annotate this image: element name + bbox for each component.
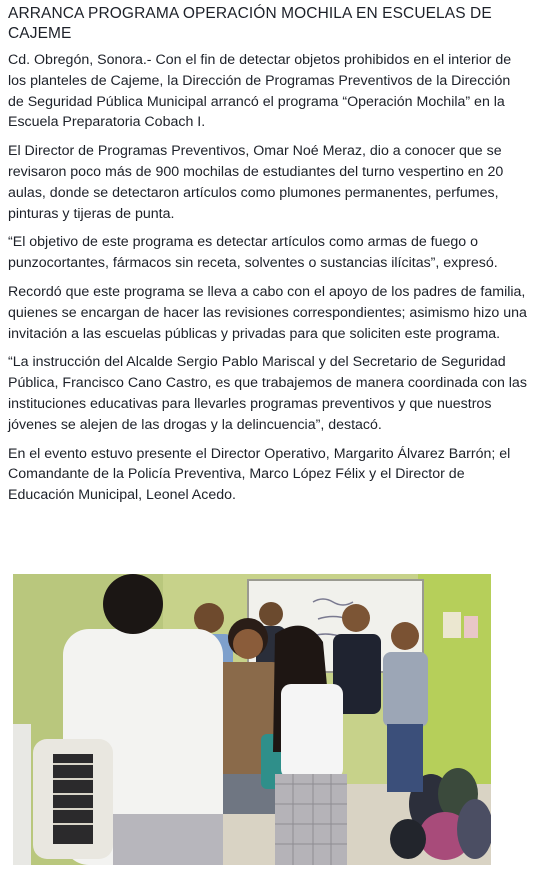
article-headline: ARRANCA PROGRAMA OPERACIÓN MOCHILA EN ESCUELAS DE CAJEME [8,5,492,42]
article-paragraph-4: Recordó que este programa se lleva a cabo con el apoyo de los padres de familia, quienes se encargan de hacer las revisiones correspondientes; asimismo hizo una invitación a las escuelas públicas y privadas para que soliciten este programa. [8,283,527,342]
article-paragraph-3: “El objetivo de este programa es detectar artículos como armas de fuego o punzocortantes, fármacos sin receta, solventes o sustancias ilícitas”, expresó. [8,234,498,272]
article-paragraph-6: En el evento estuvo presente el Director Operativo, Margarito Álvarez Barrón; el Comandante de la Policía Preventiva, Marco López Félix y el Director de Educación Municipal, Leonel Acedo. [8,445,511,504]
news-article [8,4,528,514]
article-photo [13,574,491,865]
article-paragraph-2: El Director de Programas Preventivos, Omar Noé Meraz, dio a conocer que se revisaron poco más de 900 mochilas de estudiantes del turno vespertino en 20 aulas, donde se detectaron artículos como plumones permanentes, perfumes, pinturas y tijeras de punta. [8,143,504,222]
classroom-backpack-inspection-photo-icon [13,574,491,865]
article-paragraph-1: Cd. Obregón, Sonora.- Con el fin de detectar objetos prohibidos en el interior de los planteles de Cajeme, la Dirección de Programas Preventivos de la Dirección de Seguridad Pública Municipal arrancó el programa “Operación Mochila” en la Escuela Preparatoria Cobach I. [8,52,512,131]
article-paragraph-5: “La instrucción del Alcalde Sergio Pablo Mariscal y del Secretario de Seguridad Pública, Francisco Cano Castro, es que trabajemos de manera coordinada con las instituciones educativas para llevarles programas preventivos y que nuestros jóvenes se alejen de las drogas y la delincuencia”, destacó. [8,354,527,433]
